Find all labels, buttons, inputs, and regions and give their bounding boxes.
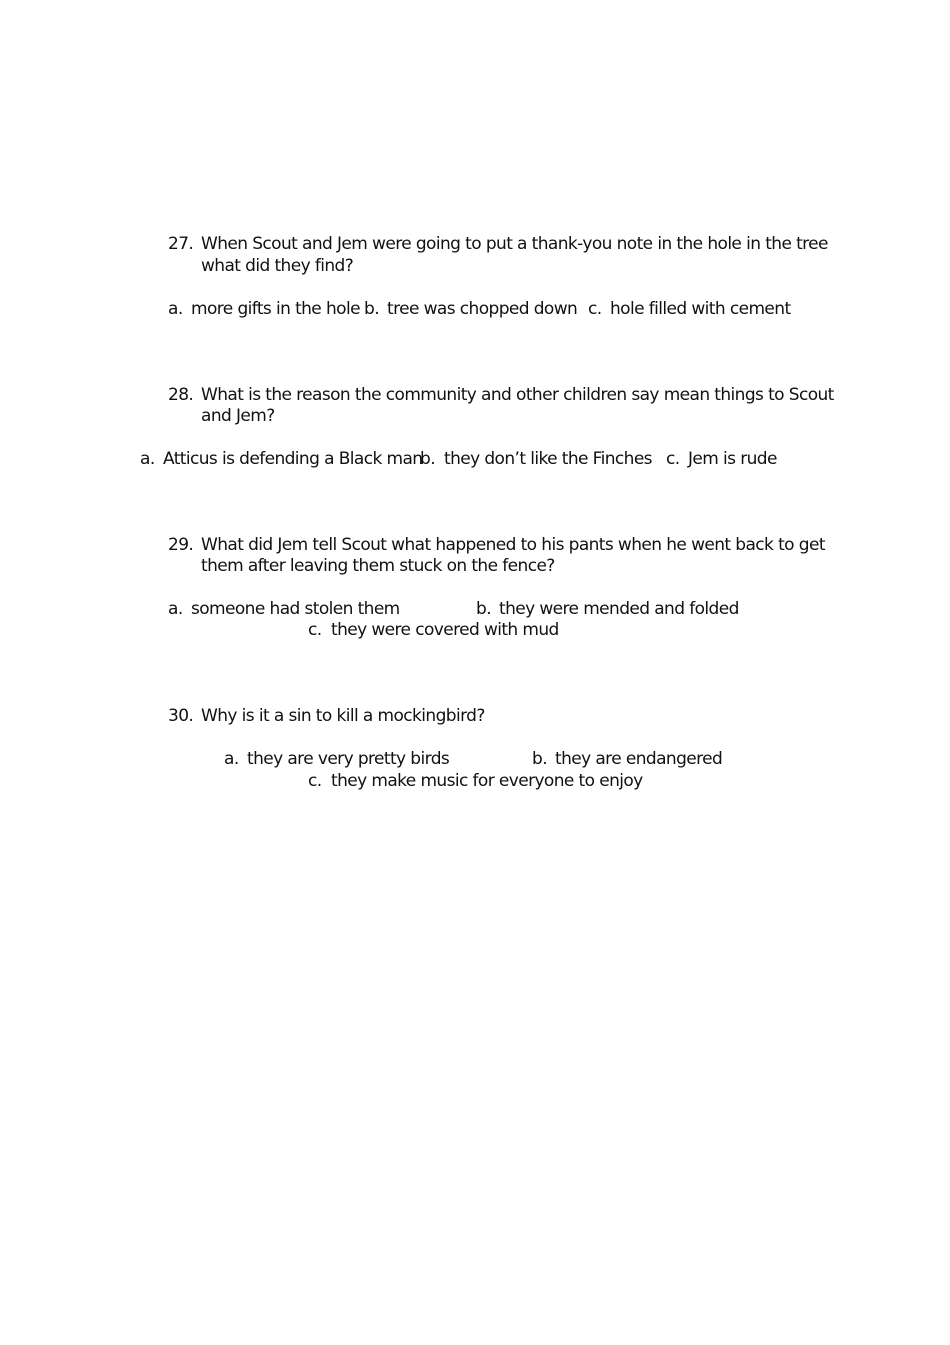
option-letter: b. [476,599,491,619]
question-text: and Jem? [201,406,275,426]
question-number: 28. [168,385,194,405]
question-text: What is the reason the community and other children say mean things to Scout [201,385,834,405]
option-letter: b. [364,299,379,319]
option-letter: c. [308,771,322,791]
option-text: they were covered with mud [331,620,559,640]
option-letter: b. [420,449,435,469]
option-text: they make music for everyone to enjoy [331,771,643,791]
option-letter: c. [308,620,322,640]
option-letter: b. [532,749,547,769]
question-text: When Scout and Jem were going to put a thank-you note in the hole in the tree [201,234,828,254]
option-text: hole filled with cement [610,299,791,319]
option-text: Atticus is defending a Black man [163,449,423,469]
option-letter: c. [588,299,602,319]
option-text: more gifts in the hole [191,299,360,319]
question-number: 27. [168,234,194,254]
option-letter: a. [168,299,183,319]
option-text: they are very pretty birds [247,749,450,769]
option-letter: a. [224,749,239,769]
question-number: 30. [168,706,194,726]
question-text: What did Jem tell Scout what happened to his pants when he went back to get [201,535,825,555]
option-text: Jem is rude [688,449,777,469]
option-text: they don’t like the Finches [444,449,652,469]
question-text: Why is it a sin to kill a mockingbird? [201,706,485,726]
option-text: someone had stolen them [191,599,400,619]
option-text: tree was chopped down [387,299,578,319]
question-text: them after leaving them stuck on the fence? [201,556,555,576]
question-text: what did they find? [201,256,354,276]
option-letter: a. [168,599,183,619]
question-number: 29. [168,535,194,555]
option-letter: c. [666,449,680,469]
option-letter: a. [140,449,155,469]
option-text: they were mended and folded [499,599,739,619]
option-text: they are endangered [555,749,723,769]
